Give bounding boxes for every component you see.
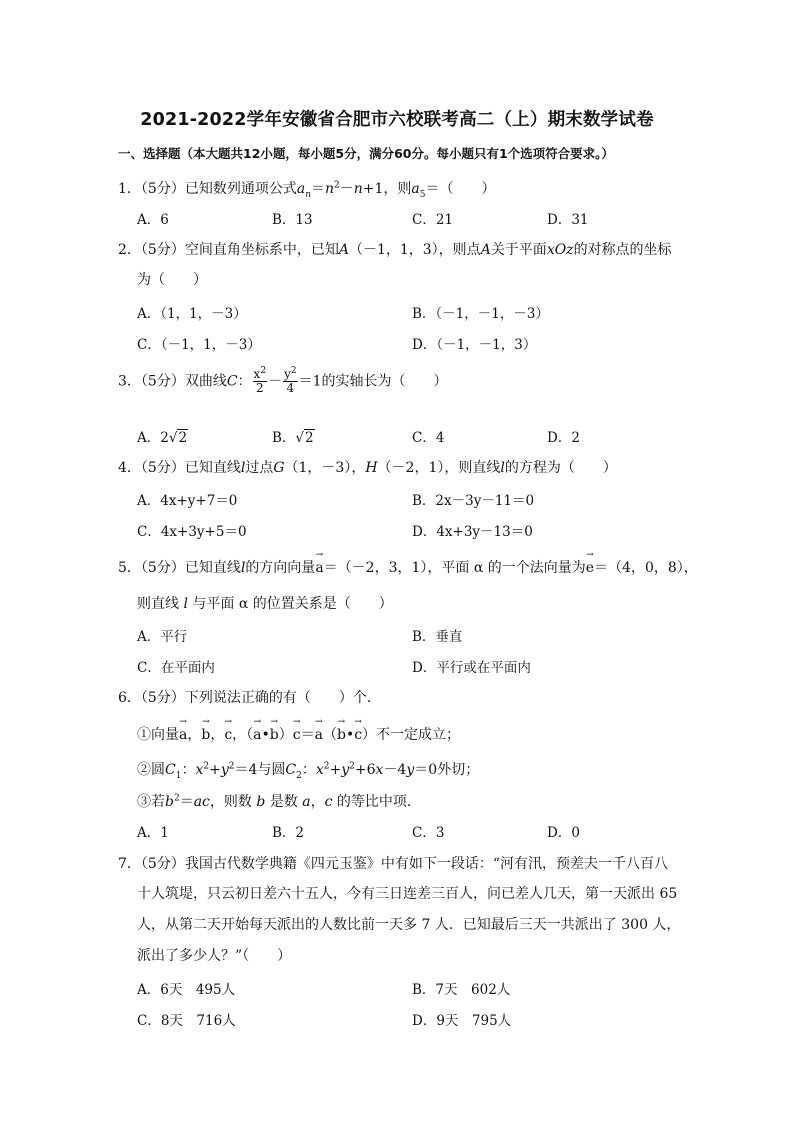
q7-option-a: A．6天 495人 (137, 982, 236, 998)
fraction-y2-over-4: $\frac{y^2}{4}$ (284, 366, 297, 396)
question-1-stem: 1．（5分）已知数列通项公式$a_n=n^2-n+1$，则$a_5=$（ ） (118, 180, 496, 200)
q4-option-c: C．4x+3y+5＝0 (137, 524, 247, 540)
question-6-stem: 6．（5分）下列说法正确的有（ ）个． (118, 690, 381, 706)
question-6-statement-1: ①向量 → a， → b， → c，（ → a• → b） → c＝ → a（ → b• → c）不一定成立； (137, 717, 461, 743)
q5-option-d: D．平行或在平面内 (412, 660, 531, 676)
q4-option-d: D．4x+3y－13＝0 (412, 524, 533, 540)
q5-option-c: C．在平面内 (137, 660, 215, 676)
q2-option-a: A．（1，1，－3） (137, 306, 247, 322)
q7-option-b: B．7天 602人 (412, 982, 511, 998)
q6-option-a: A．1 (137, 825, 169, 841)
question-2-stem-cont: 为（ ） (137, 272, 207, 288)
q5-option-a: A．平行 (137, 629, 188, 645)
q1-option-b: B．13 (272, 212, 313, 228)
question-5-stem-cont: 则直线 l 与平面 α 的位置关系是（ ） (137, 596, 393, 612)
q2-option-c: C．（－1，1，－3） (137, 337, 261, 353)
question-6-statement-3: ③若$b^2=ac$，则数 b 是数 a，c 的等比中项． (137, 793, 421, 810)
q7-option-c: C．8天 716人 (137, 1013, 236, 1029)
q2-option-b: B．（－1，－1，－3） (412, 306, 549, 322)
q1-option-d: D．31 (547, 212, 589, 228)
question-6-statement-2: ②圆$C_1$：$x^2+y^2=4$与圆$C_2$：$x^2+y^2+6x-4y=0$外切； (137, 761, 480, 781)
exam-title: 2021-2022学年安徽省合肥市六校联考高二（上）期末数学试卷 (140, 110, 654, 130)
q6-option-d: D．0 (547, 825, 580, 841)
question-7-stem-line-1: 7．（5分）我国古代数学典籍《四元玉鉴》中有如下一段话：“河有汛，预差夫一千八百八 (118, 856, 668, 872)
section-heading: 一、选择题（本大题共12小题，每小题5分，满分60分。每小题只有1个选项符合要求。） (118, 146, 614, 161)
q5-option-b: B．垂直 (412, 629, 463, 645)
q6-option-b: B．2 (272, 825, 305, 841)
question-7-stem-line-3: 人，从第二天开始每天派出的人数比前一天多 7 人．已知最后三天一共派出了 300 人， (137, 917, 681, 933)
q3-option-a: A．2√2 (137, 430, 188, 446)
q1-option-a: A．6 (137, 212, 169, 228)
question-5-stem: 5．（5分）已知直线l的方向向量 → a＝（－2，3，1），平面 α 的一个法向量为 → e＝（4，0，8）， (118, 550, 698, 576)
q2-option-d: D．（－1，－1，3） (412, 337, 537, 353)
q4-option-b: B．2x－3y－11＝0 (412, 493, 535, 509)
question-3-stem: 3．（5分）双曲线C： $\frac{x^2}{2}$ － $\frac{y^2}{4}$ ＝1的实轴长为（ ） (118, 366, 448, 396)
question-7-stem-line-4: 派出了多少人？”（ ） (137, 948, 292, 964)
fraction-x2-over-2: $\frac{x^2}{2}$ (253, 366, 267, 396)
q3-option-d: D．2 (547, 430, 580, 446)
q1-option-c: C．21 (412, 212, 454, 228)
question-4-stem: 4．（5分）已知直线l过点G（1，－3），H（－2，1），则直线l的方程为（ ） (118, 460, 617, 476)
question-7-stem-line-2: 十人筑堤，只云初日差六十五人，今有三日连差三百人，问已差人几天，第一天派出 65 (137, 886, 678, 902)
question-2-stem: 2．（5分）空间直角坐标系中，已知A（－1，1，3），则点A关于平面xOz的对称点的坐标 (118, 242, 672, 258)
q6-option-c: C．3 (412, 825, 445, 841)
q7-option-d: D．9天 795人 (412, 1013, 512, 1029)
q3-option-c: C．4 (412, 430, 445, 446)
q3-option-b: B．√2 (272, 430, 314, 446)
q4-option-a: A．4x+y+7＝0 (137, 493, 238, 509)
